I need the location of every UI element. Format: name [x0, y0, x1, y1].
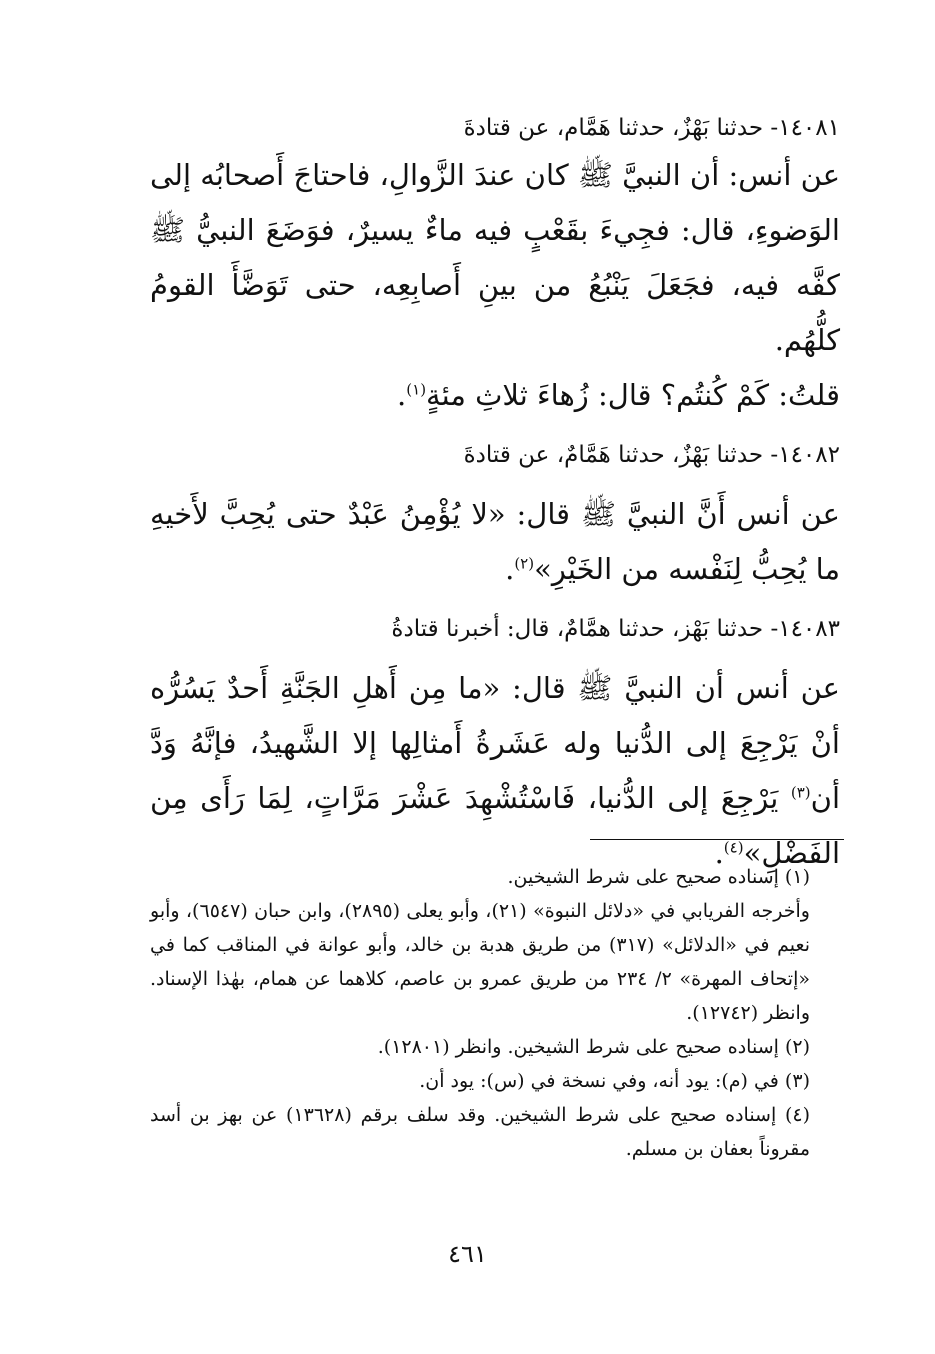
page-number: ٤٦١: [448, 1240, 487, 1268]
footnote-divider: [590, 839, 844, 840]
footnote-4: (٤) إسناده صحيح على شرط الشيخين. وقد سلف برقم (١٣٦٢٨) عن بهز بن أسد مقروناً بعفان بن مسلم.: [150, 1104, 810, 1160]
footnote-ref-2: (٢): [514, 554, 535, 573]
footnote-ref-3: (٣): [790, 783, 811, 802]
hadith-14082-text: عن أنس أَنَّ النبيَّ ﷺ قال: «لا يُؤْمِنُ عَبْدٌ حتى يُحِبَّ لأَخيهِ ما يُحِبُّ لِنَفْسه من الخَيْرِ»$^{(٢)}$.: [150, 497, 840, 586]
main-text: [150, 108, 840, 881]
footnote-3: (٣) في (م): يود أنه، وفي نسخة في (س): يود أن.: [419, 1070, 810, 1092]
footnote-ref-1: (١): [406, 380, 427, 399]
hadith-14083-chain: ١٤٠٨٣- حدثنا بَهْز، حدثنا همَّامٌ، قال: أخبرنا قتادةُ: [391, 616, 840, 642]
hadith-14083-text: عن أنس أن النبيَّ ﷺ قال: «ما مِن أَهلِ الجَنَّةِ أَحدٌ يَسُرُّه أنْ يَرْجِعَ إلى الدُّنيا وله عَشَرةُ أَمثالِها إلا الشَّهيدُ، فإنَّهُ وَدَّ أن$^{(٣)}$ يَرْجِعَ إلى الدُّنيا، فَاسْتُشْهِدَ عَشْرَ مَرَّاتٍ، لِمَا رَأَى مِن الفَضْلِ»$^{(٤)}$.: [150, 671, 840, 870]
footnotes: [150, 860, 840, 1166]
hadith-14081-chain: ١٤٠٨١- حدثنا بَهْزٌ، حدثنا هَمَّام، عن قتادةَ: [463, 115, 840, 141]
footnote-1: (١) إسناده صحيح على شرط الشيخين.: [507, 866, 810, 888]
hadith-14082-body: عن أنس أَنَّ النبيَّ ﷺ قال: «لا يُؤْمِنُ عَبْدٌ حتى يُحِبَّ لأَخيهِ ما يُحِبُّ لِنَفْسه من الخَيْرِ»: [150, 497, 840, 586]
footnote-1-continued: وأخرجه الفريابي في «دلائل النبوة» (٢١)، وأبو يعلى (٢٨٩٥)، وابن حبان (٦٥٤٧)، وأبو نعيم في «الدلائل» (٣١٧) من طريق هدبة بن خالد، وأبو عوانة في المناقب كما في «إتحاف المهرة» ٢/ ٢٣٤ من طريق عمرو بن عاصم، كلاهما عن همام، بهٰذا الإسناد. وانظر (١٢٧٤٢).: [150, 900, 810, 1024]
hadith-14081-note: قلتُ: كَمْ كُنتُم؟ قال: زُهاءَ ثلاثِ مئةٍ$^{(١)}$.: [397, 378, 840, 412]
hadith-14083-body-part2: يَرْجِعَ إلى الدُّنيا، فَاسْتُشْهِدَ عَشْرَ مَرَّاتٍ، لِمَا رَأَى مِن الفَضْلِ»: [150, 781, 840, 870]
hadith-14082-chain: ١٤٠٨٢- حدثنا بَهْزٌ، حدثنا هَمَّامٌ، عن قتادةَ: [463, 442, 840, 468]
footnote-2: (٢) إسناده صحيح على شرط الشيخين. وانظر (١٢٨٠١).: [377, 1036, 810, 1058]
hadith-14081-text: عن أنس: أن النبيَّ ﷺ كان عندَ الزَّوالِ، فاحتاجَ أَصحابُه إلى الوَضوءِ، قال: فجِيءَ بقَعْبٍ فيه ماءٌ يسيرٌ، فوَضَعَ النبيُّ ﷺ كفَّه فيه، فجَعَلَ يَنْبُعُ من بينِ أَصابِعِه، حتى تَوَضَّأَ القومُ كلُّهُم.: [150, 158, 840, 357]
footnote-ref-4: (٤): [723, 838, 744, 857]
qultu-text: قلتُ: كَمْ كُنتُم؟ قال: زُهاءَ ثلاثِ مئةٍ: [426, 378, 840, 412]
hadith-14083-body-part1: عن أنس أن النبيَّ ﷺ قال: «ما مِن أَهلِ الجَنَّةِ أَحدٌ يَسُرُّه أنْ يَرْجِعَ إلى الدُّنيا وله عَشَرةُ أَمثالِها إلا الشَّهيدُ، فإنَّهُ وَدَّ أن: [150, 671, 840, 815]
